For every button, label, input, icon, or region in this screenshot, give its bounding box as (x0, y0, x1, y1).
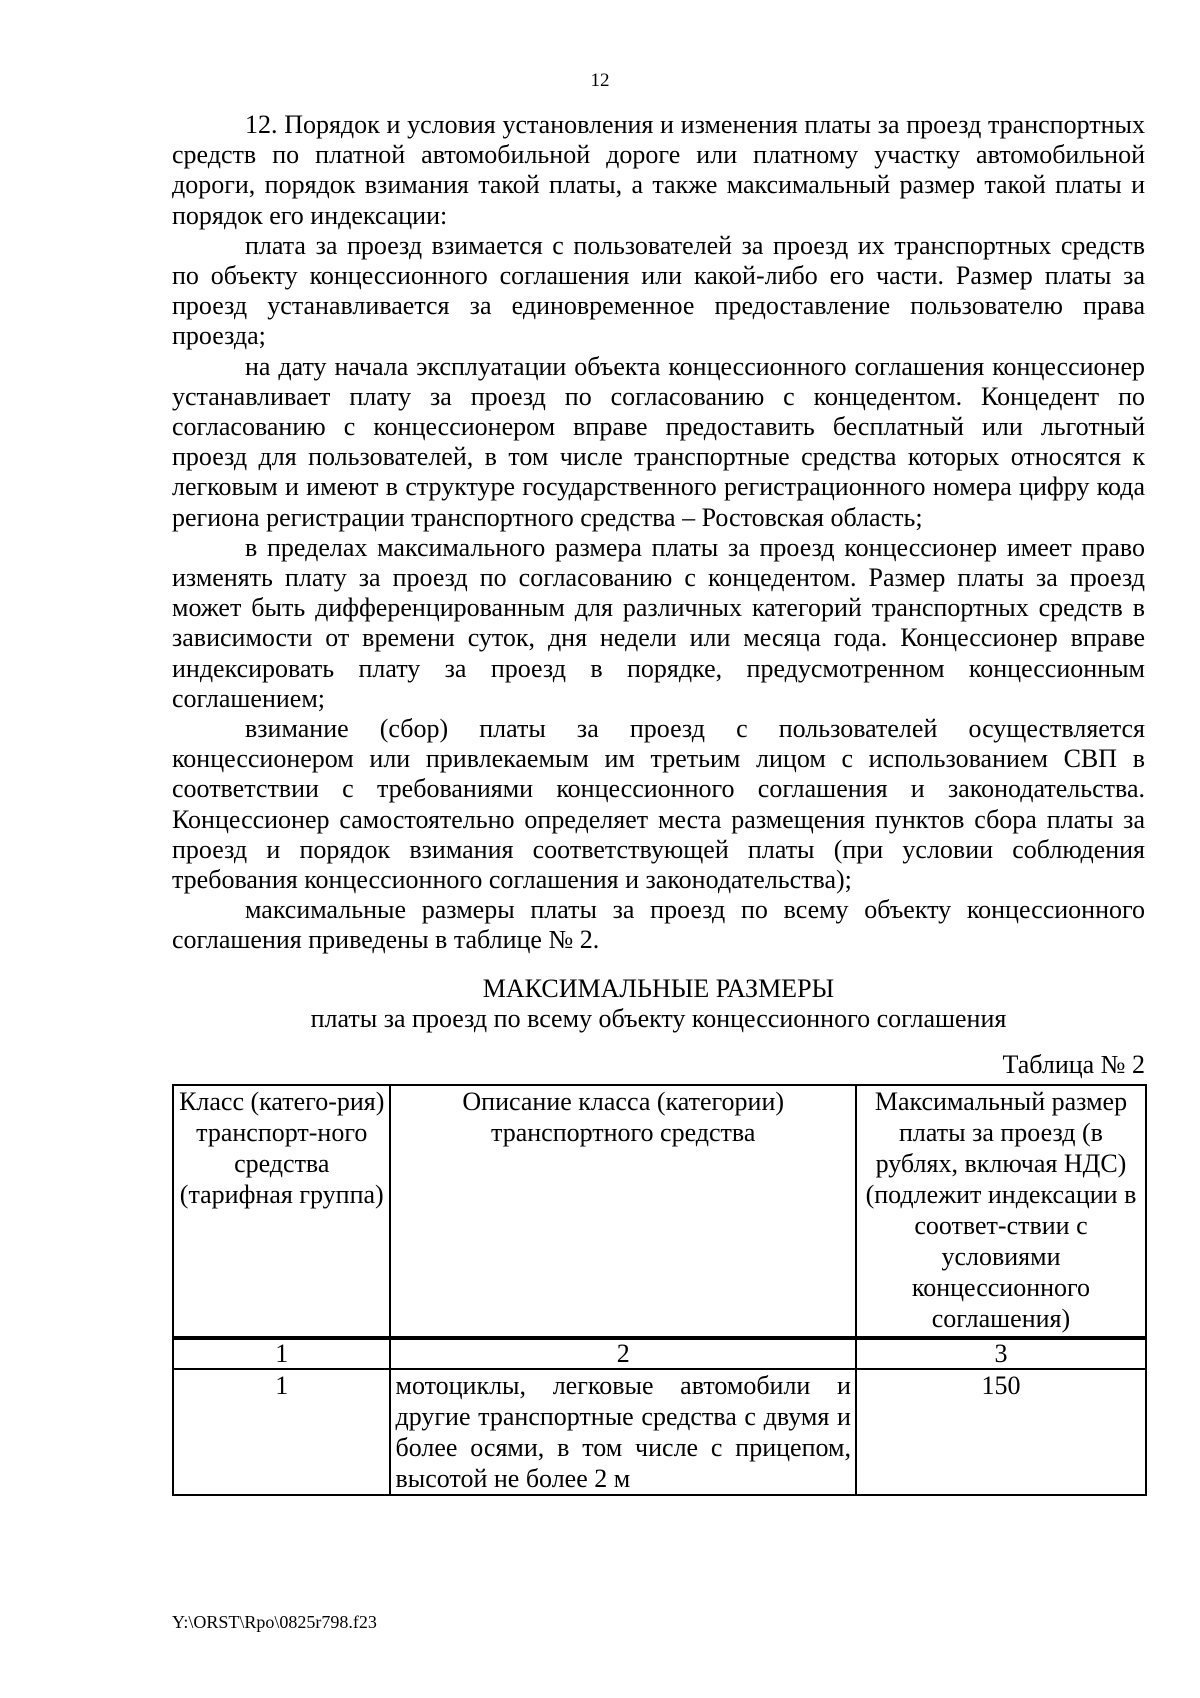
row-class: 1 (173, 1369, 390, 1495)
table-header-row (173, 1085, 1146, 1338)
column-number-1: 1 (173, 1338, 390, 1369)
paragraph-table-reference: максимальные размеры платы за проезд по всему объекту концессионного соглашения приведены в таблице № 2. (172, 895, 1145, 955)
footer-file-path: Y:\ORST\Rpo\0825r798.f23 (172, 1612, 377, 1632)
paragraph-fee-charging: взимание (сбор) платы за проезд с пользователей осуществляется концессионером или привлекаемым им третьим лицом с использованием СВП в соответствии с требованиями концессионного соглашения и законодательства. Концессионер самостоятельно определяет места размещения пунктов сбора платы за проезд и порядок взимания соответствующей платы (при условии соблюдения требования концессионного соглашения и законодательства); (172, 714, 1145, 895)
table-row (173, 1369, 1146, 1495)
column-number-2: 2 (390, 1338, 855, 1369)
tariff-table (172, 1084, 1147, 1496)
page-number: 12 (590, 70, 610, 91)
column-number-3: 3 (856, 1338, 1146, 1369)
paragraph-12-heading: 12. Порядок и условия установления и изменения платы за проезд транспортных средств по платной автомобильной дороге или платному участку автомобильной дороги, порядок взимания такой платы, а также максимальный размер такой платы и порядок его индексации: (172, 110, 1145, 230)
paragraph-operation-start: на дату начала эксплуатации объекта концессионного соглашения концессионер устанавливает плату за проезд по согласованию с концедентом. Концедент по согласованию с концессионером вправе предоставить бесплатный или льготный проезд для пользователей, в том числе транспортные средства которых относятся к легковым и имеют в структуре государственного регистрационного номера цифру кода региона регистрации транспортного средства – Ростовская область; (172, 351, 1145, 532)
row-price: 150 (856, 1369, 1146, 1495)
header-class: Класс (катего-рия) транспорт-ного средства (тарифная группа) (173, 1085, 390, 1338)
row-description: мотоциклы, легковые автомобили и другие транспортные средства с двумя и более осями, в том числе с прицепом, высотой не более 2 м (390, 1369, 855, 1495)
header-max-price: Максимальный размер платы за проезд (в рублях, включая НДС) (подлежит индексации в соответ-ствии с условиями концессионного соглашения) (856, 1085, 1146, 1338)
paragraph-max-fee-limits: в пределах максимального размера платы за проезд концессионер имеет право изменять плату за проезд по согласованию с концедентом. Размер платы за проезд может быть дифференцированным для различных категорий транспортных средств в зависимости от времени суток, дня недели или месяца года. Концессионер вправе индексировать плату за проезд в порядке, предусмотренном концессионным соглашением; (172, 532, 1145, 713)
document-body (172, 110, 1145, 1496)
paragraph-fee-collection: плата за проезд взимается с пользователей за проезд их транспортных средств по объекту концессионного соглашения или какой-либо его части. Размер платы за проезд устанавливается за единовременное предоставление пользователю права проезда; (172, 230, 1145, 351)
column-number-row (173, 1338, 1146, 1369)
table-subtitle: платы за проезд по всему объекту концессионного соглашения (310, 1003, 1007, 1033)
header-description: Описание класса (категории) транспортного средства (390, 1085, 855, 1338)
table-caption: Таблица № 2 (1002, 1049, 1145, 1079)
table-title: МАКСИМАЛЬНЫЕ РАЗМЕРЫ (482, 973, 835, 1003)
